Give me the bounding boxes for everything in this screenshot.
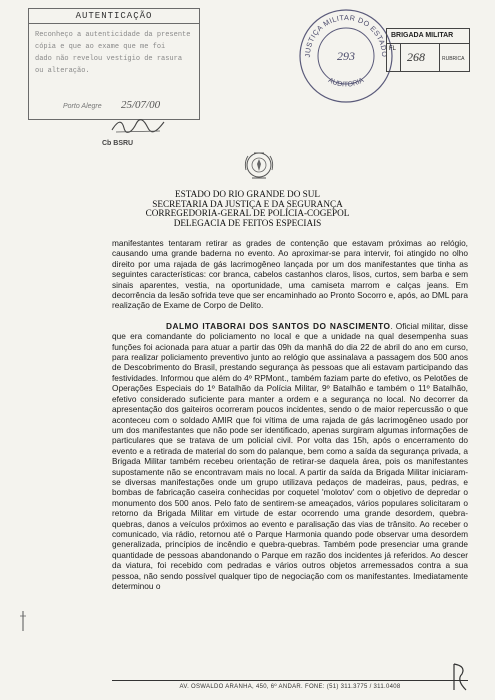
svg-text:AUDITORIA (327, 77, 365, 89)
seal-bottom-text: AUDITORIA (326, 76, 366, 89)
testimony-text: . Oficial militar, disse que era comandante do policiamento no local e que a unidade na qual desempenha suas funções foi acionada para atuar a partir das 09h da manhã do dia 22 de abril do ano em curso, para realizar policiamento preventivo junto ao relógio que assinalava a passagem dos 500 anos de Descobrimento do Brasil, prestando segurança às pessoas que ali estavam participando das festividades. Informou que além do 4º RPMont., também faziam parte do efetivo, os Pelotões de Operações Especiais do 1º Batalhão da Polícia Militar, 9º Batalhão e também o 11º Batalhão, efetivo considerado suficiente para manter a ordem e a segurança no local. No decorrer da apresentação dos gaiteiros ocorreram poucos incidentes, sendo o de maior repercussão o que aconteceu com o soldado AMIR que foi vítima de uma rajada de gás lacrimogêneo usado por um dos manifestantes que não pode ser identificado, apenas surgiram algumas informações de particulares que se tratava de um policial civil. Por volta das 15h, após o encerramento do evento e a retirada de material do som do palanque, bem como a saída da segurança privada, a Brigada Militar também recebeu orientação de retirar-se daquela área, pois os manifestantes supostamente não se encontravam mais no local. A partir da saída da Brigada Militar iniciaram-se diversas manifestações onde um grupo utilizava pedaços de madeiras, paus, pedras, e bombas de fabricação caseira conhecidas por coquetel 'molotov' com o objetivo de depredar o monumento dos 500 anos. Pelo fato de sentirem-se ameaçados, vários populares solicitaram o retorno da Brigada Militar em virtude de estar ocorrendo uma grande desordem, quebra-quebras, danos a veículos próximos ao evento e paralisação das vias de trânsito. Ao receber o comunicado, via rádio, retornou até o Parque Harmonia quando pode observar uma desordem generalizada, princípios de incêndio e quebra-quebras. Também pode presenciar uma grande quantidade de pessoas abandonando o Parque em razão dos incidentes já referidos. Ao descer da viatura, foi recebido com pedradas e vários outros objetos arremessados contra a sua pessoa, não sendo possível qualquer tipo de negociação com os manifestantes. Imediatamente determinou o (112, 320, 468, 591)
seal-top-text: JUSTIÇA MILITAR DO ESTADO (302, 12, 390, 58)
seal-number: 293 (337, 49, 355, 63)
footer-divider (112, 680, 468, 681)
body-paragraph: manifestantes tentaram retirar as grades de contenção que estavam próximas ao relógio, causando uma grande baderna no evento. Ao aproximar-se para intervir, foi atingido no olho direito por uma rajada de gás lacrimogêneo lançada por um dos manifestantes que tinha as seguintes características: cor branca, cabelos castanhos claros, lisos, curtos, sem barba e sem sinais aparentes, vestia, na oportunidade, uma camiseta marrom e calças jeans. Em decorrência da lesão sofrida teve que ser encaminhado ao Pronto Socorro e, após, ao DML para realização de Exame de Corpo de Delito. (112, 238, 468, 311)
stamp-line: dado não revelou vestígio de rasura (35, 55, 183, 63)
coat-of-arms-icon (242, 148, 276, 182)
stamp-line: cópia e que ao exame que me foi (35, 43, 166, 51)
page-number: 268 (407, 50, 425, 64)
document-body (112, 238, 468, 591)
signature-icon (110, 118, 166, 134)
margin-mark-icon (18, 610, 28, 632)
stamp-line: Reconheço a autenticidade da presente (35, 31, 191, 39)
stamp-name: Cb BSRU (102, 140, 134, 147)
authentication-stamp (28, 8, 200, 120)
court-seal-icon (296, 6, 396, 106)
stamp-title: AUTENTICAÇÃO (29, 9, 199, 24)
body-paragraph (112, 321, 468, 592)
header-line: CORREGEDORIA-GERAL DE POLÍCIA-COGEPOL (145, 208, 350, 219)
brigada-militar-box (386, 28, 470, 72)
header-line: SECRETARIA DA JUSTIÇA E DA SEGURANÇA (152, 198, 343, 209)
header-line: ESTADO DO RIO GRANDE DO SUL (175, 189, 320, 199)
witness-name: DALMO ITABORAI DOS SANTOS DO NASCIMENTO (166, 320, 391, 331)
stamp-date: 25/07/00 (121, 99, 161, 111)
fl-label: FL (387, 44, 401, 72)
stamp-place: Porto Alegre (63, 103, 102, 110)
brigada-title: BRIGADA MILITAR (387, 29, 469, 44)
footer-address: AV. OSWALDO ARANHA, 450, 6º ANDAR. FONE: (51) 311.3775 / 311.0408 (179, 684, 401, 690)
header-line: DELEGACIA DE FEITOS ESPECIAIS (173, 217, 322, 228)
rubrica-label: RUBRICA (439, 44, 469, 72)
document-header (0, 190, 495, 228)
handwritten-mark-icon (450, 660, 474, 694)
stamp-line: ou alteração. (35, 67, 90, 75)
